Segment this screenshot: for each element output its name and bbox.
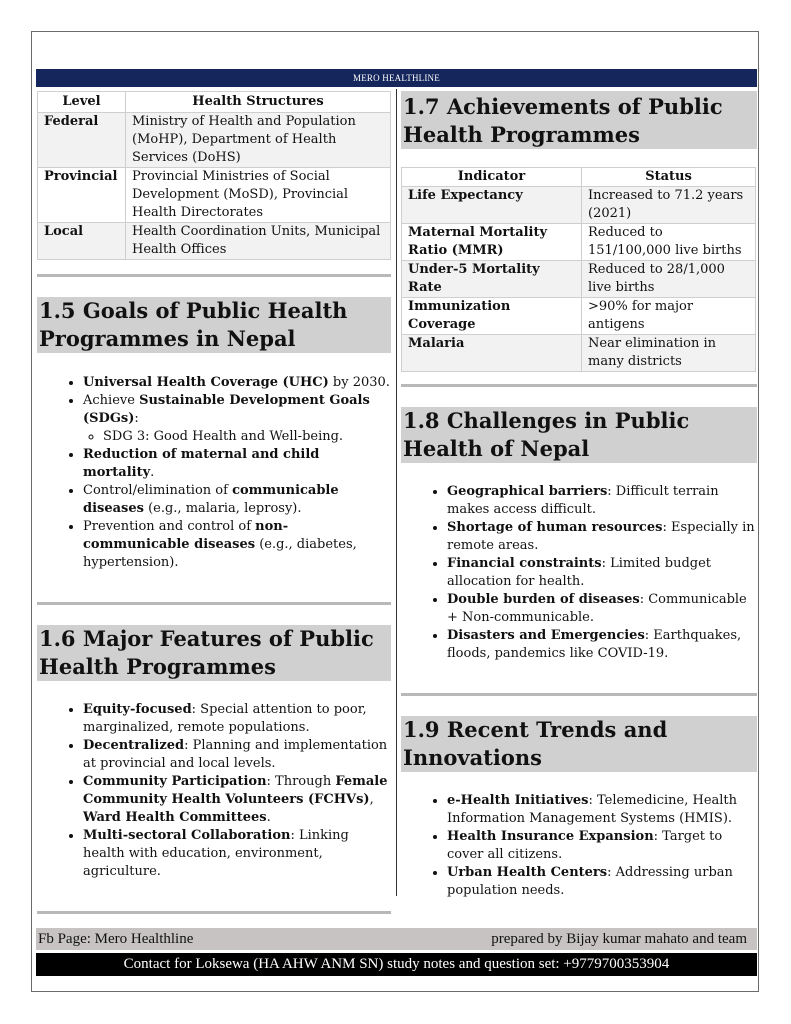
table-cell-structures: Ministry of Health and Population (MoHP), Department of Health Services (DoHS) bbox=[126, 113, 391, 168]
list-item bbox=[83, 773, 391, 827]
section-heading-1-8: 1.8 Challenges in Public Health of Nepal bbox=[401, 407, 757, 463]
table-cell-status: Increased to 71.2 years (2021) bbox=[582, 187, 756, 224]
footer-bar bbox=[36, 928, 757, 950]
section-heading-1-9: 1.9 Recent Trends and Innovations bbox=[401, 716, 757, 772]
header-bar: MERO HEALTHLINE bbox=[36, 69, 757, 87]
bold-term: non-communicable diseases bbox=[83, 519, 289, 552]
table-cell-status: Reduced to 151/100,000 live births bbox=[582, 224, 756, 261]
bold-term: communicable diseases bbox=[83, 483, 339, 516]
list-item bbox=[83, 737, 391, 773]
table-cell-indicator: Malaria bbox=[402, 335, 582, 372]
bold-term: Health Insurance Expansion bbox=[447, 829, 654, 844]
goals-list bbox=[37, 374, 391, 572]
table-header: Health Structures bbox=[126, 92, 391, 113]
section-heading-1-7: 1.7 Achievements of Public Health Programmes bbox=[401, 91, 757, 149]
bold-term: Ward Health Committees bbox=[83, 810, 267, 825]
bold-term: Financial constraints bbox=[447, 556, 602, 571]
list-item bbox=[83, 446, 391, 482]
item-text: , bbox=[369, 792, 374, 807]
right-column bbox=[401, 91, 757, 900]
features-list bbox=[37, 701, 391, 881]
table-header-row bbox=[402, 168, 756, 187]
table-cell-indicator: Maternal Mortality Ratio (MMR) bbox=[402, 224, 582, 261]
bold-term: Multi-sectoral Collaboration bbox=[83, 828, 291, 843]
bold-term: Reduction of maternal and child mortality bbox=[83, 447, 320, 480]
table-row bbox=[402, 224, 756, 261]
table-cell-indicator: Under-5 Mortality Rate bbox=[402, 261, 582, 298]
list-item bbox=[447, 555, 757, 591]
bold-term: Community Participation bbox=[83, 774, 267, 789]
bold-term: Equity-focused bbox=[83, 702, 192, 717]
item-text: Prevention and control of bbox=[83, 519, 256, 534]
bold-term: Shortage of human resources bbox=[447, 520, 663, 535]
list-item bbox=[447, 792, 757, 828]
list-item bbox=[447, 828, 757, 864]
item-text: : Telemedicine, Health Information Management Systems (HMIS). bbox=[447, 793, 738, 826]
table-header: Indicator bbox=[402, 168, 582, 187]
item-text: : bbox=[134, 411, 139, 426]
table-cell-indicator: Immunization Coverage bbox=[402, 298, 582, 335]
table-row bbox=[402, 261, 756, 298]
bold-term: Geographical barriers bbox=[447, 484, 608, 499]
table-cell-level: Federal bbox=[38, 113, 126, 168]
table-cell-structures: Health Coordination Units, Municipal Health Offices bbox=[126, 223, 391, 260]
left-column bbox=[37, 91, 391, 914]
achievements-table bbox=[401, 167, 756, 372]
prepared-by-text: prepared by Bijay kumar mahato and team bbox=[491, 931, 747, 947]
bold-term: e-Health Initiatives bbox=[447, 793, 589, 808]
item-text: Control/elimination of bbox=[83, 483, 233, 498]
column-divider bbox=[396, 89, 397, 896]
item-text: . bbox=[266, 810, 271, 825]
item-text: by 2030. bbox=[328, 375, 390, 390]
list-item bbox=[83, 482, 391, 518]
table-row bbox=[402, 187, 756, 224]
section-heading-1-6: 1.6 Major Features of Public Health Programmes bbox=[37, 625, 391, 681]
item-text: : Through bbox=[266, 774, 336, 789]
table-cell-status: Reduced to 28/1,000 live births bbox=[582, 261, 756, 298]
table-cell-level: Provincial bbox=[38, 168, 126, 223]
health-structure-table bbox=[37, 91, 391, 260]
item-text: : Communicable + Non-communicable. bbox=[447, 592, 747, 625]
bold-term: Disasters and Emergencies bbox=[447, 628, 645, 643]
table-row bbox=[402, 298, 756, 335]
list-item bbox=[83, 518, 391, 572]
table-cell-structures: Provincial Ministries of Social Development (MoSD), Provincial Health Directorates bbox=[126, 168, 391, 223]
sub-list bbox=[83, 428, 391, 446]
list-item bbox=[83, 701, 391, 737]
item-text: : Special attention to poor, marginalized, remote populations. bbox=[83, 702, 367, 735]
item-text: (e.g., malaria, leprosy). bbox=[143, 501, 302, 516]
list-item bbox=[83, 374, 391, 392]
bold-term: Female Community Health Volunteers (FCHVs) bbox=[83, 774, 388, 807]
item-text: : Addressing urban population needs. bbox=[447, 865, 733, 898]
section-heading-1-5: 1.5 Goals of Public Health Programmes in Nepal bbox=[37, 297, 391, 353]
list-item bbox=[83, 827, 391, 881]
trends-list bbox=[401, 792, 757, 900]
table-row bbox=[402, 335, 756, 372]
list-item bbox=[83, 392, 391, 446]
item-text: : Limited budget allocation for health. bbox=[447, 556, 712, 589]
fb-page-text: Fb Page: Mero Healthline bbox=[38, 931, 194, 947]
bold-term: Urban Health Centers bbox=[447, 865, 608, 880]
item-text: : Linking health with education, environment, agriculture. bbox=[83, 828, 349, 879]
table-row bbox=[38, 223, 391, 260]
item-text: (e.g., diabetes, hypertension). bbox=[83, 537, 357, 570]
table-row bbox=[38, 168, 391, 223]
item-text: : Especially in remote areas. bbox=[447, 520, 755, 553]
table-header-row bbox=[38, 92, 391, 113]
item-text: . bbox=[150, 465, 155, 480]
section-divider bbox=[37, 911, 391, 914]
bold-term: Double burden of diseases bbox=[447, 592, 640, 607]
table-cell-indicator: Life Expectancy bbox=[402, 187, 582, 224]
challenges-list bbox=[401, 483, 757, 663]
item-text: : Target to cover all citizens. bbox=[447, 829, 723, 862]
table-row bbox=[38, 113, 391, 168]
list-item bbox=[447, 627, 757, 663]
table-header: Level bbox=[38, 92, 126, 113]
list-item bbox=[447, 483, 757, 519]
list-item bbox=[447, 864, 757, 900]
bold-term: Sustainable Development Goals (SDGs) bbox=[83, 393, 370, 426]
table-header: Status bbox=[582, 168, 756, 187]
item-text: : Difficult terrain makes access difficult. bbox=[447, 484, 719, 517]
list-item bbox=[447, 591, 757, 627]
item-text: : Earthquakes, floods, pandemics like COVID-19. bbox=[447, 628, 742, 661]
item-text: Achieve bbox=[83, 393, 140, 408]
sub-list-item: ◦ SDG 3: Good Health and Well-being. bbox=[103, 428, 391, 446]
table-cell-status: Near elimination in many districts bbox=[582, 335, 756, 372]
table-cell-level: Local bbox=[38, 223, 126, 260]
item-text: : Planning and implementation at provincial and local levels. bbox=[83, 738, 388, 771]
bold-term: Universal Health Coverage (UHC) bbox=[83, 375, 329, 390]
contact-bar: Contact for Loksewa (HA AHW ANM SN) study notes and question set: +9779700353904 bbox=[36, 953, 757, 976]
table-cell-status: >90% for major antigens bbox=[582, 298, 756, 335]
bold-term: Decentralized bbox=[83, 738, 185, 753]
list-item bbox=[447, 519, 757, 555]
